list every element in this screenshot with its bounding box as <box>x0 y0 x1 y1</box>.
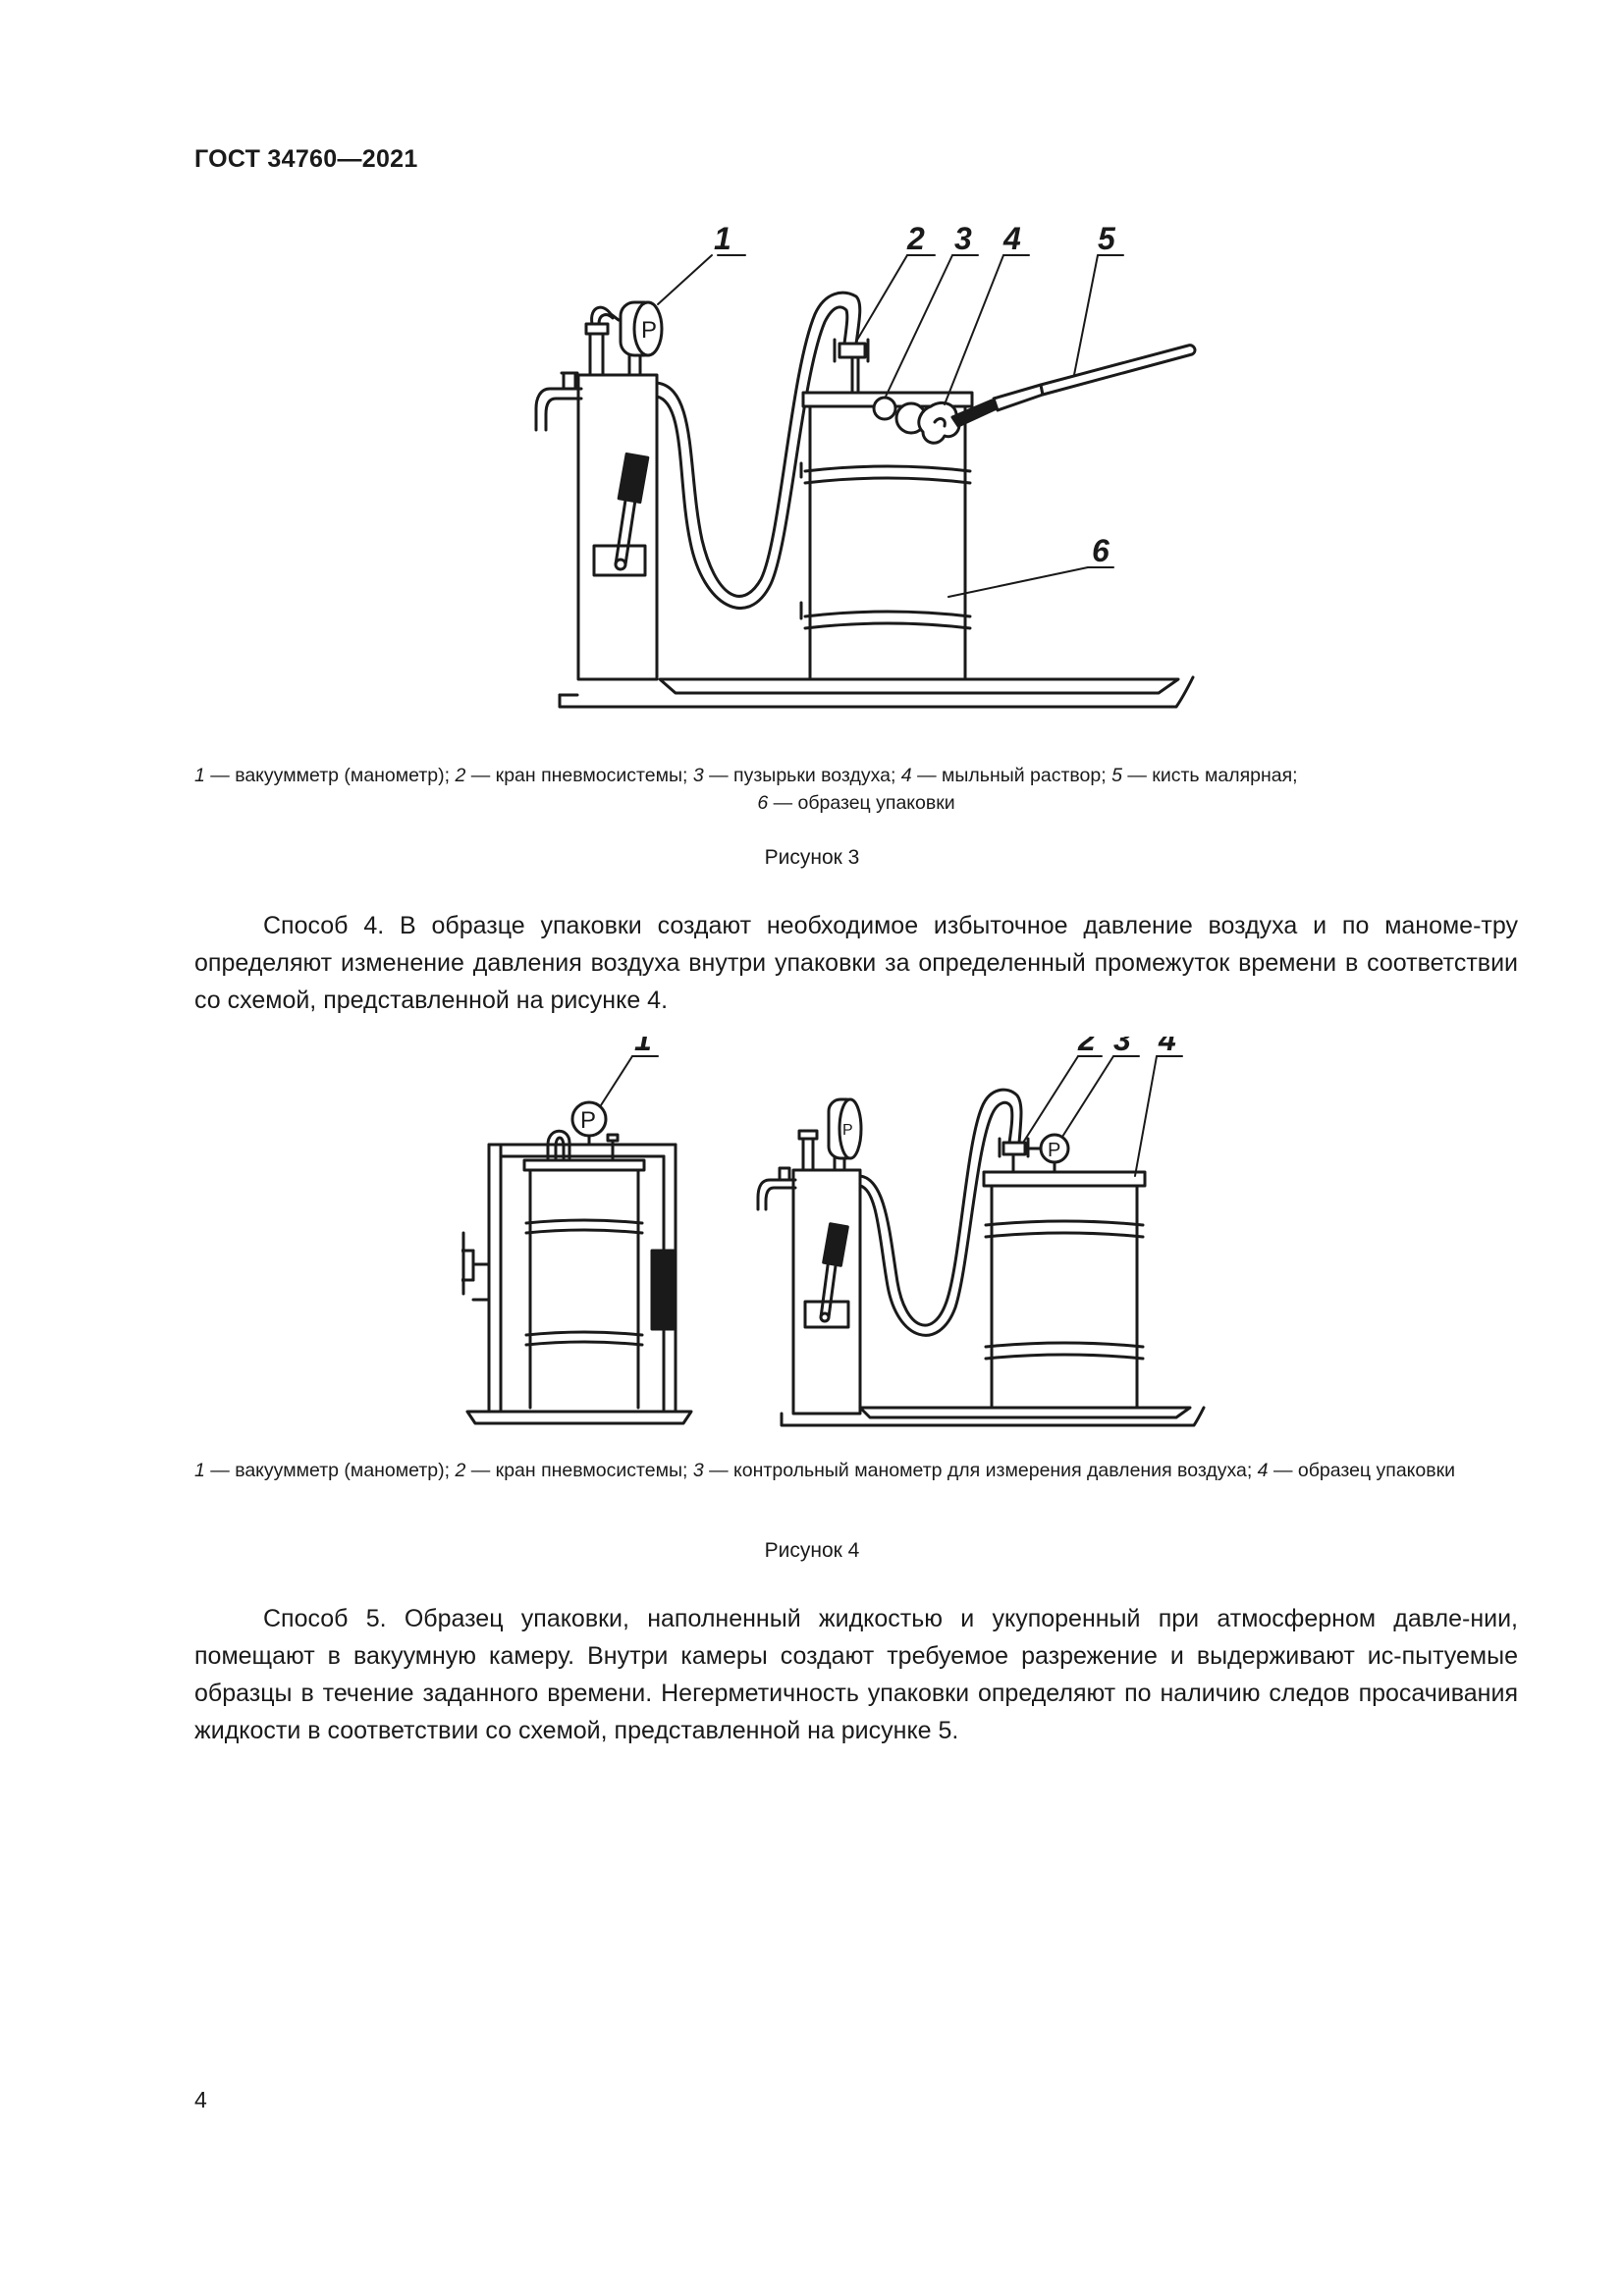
legend-text: — образец упаковки <box>1268 1460 1456 1481</box>
legend-text: — пузырьки воздуха; <box>703 765 901 786</box>
vacuum-gauge-icon <box>621 302 662 375</box>
leader-lines <box>658 255 1123 597</box>
legend-num: 2 <box>455 765 466 786</box>
drum <box>801 393 972 692</box>
drum <box>984 1172 1145 1410</box>
fig4-label-4: 4 <box>1159 1037 1176 1057</box>
legend-text: — вакуумметр (манометр); <box>204 765 456 786</box>
chamber-gauge-icon <box>572 1102 606 1145</box>
fig4-label-3: 3 <box>1113 1037 1131 1057</box>
legend-num: 3 <box>692 765 704 786</box>
hose <box>657 293 860 608</box>
vacuum-chamber <box>461 1131 691 1423</box>
legend-text: — кран пневмосистемы; <box>465 765 693 786</box>
leader-lines <box>601 1056 1182 1176</box>
fig4-label-2: 2 <box>1078 1037 1096 1057</box>
legend-text: — образец упаковки <box>768 792 955 814</box>
fig4-gauge-symbol-3: P <box>1048 1140 1061 1161</box>
figure-3-title: Рисунок 3 <box>764 846 860 869</box>
page-number: 4 <box>194 2087 207 2112</box>
legend-text: — вакуумметр (манометр); <box>204 1460 456 1481</box>
legend-num: 4 <box>1257 1460 1269 1481</box>
fig3-label-5: 5 <box>1098 226 1115 256</box>
fig4-gauge-symbol-1: P <box>580 1107 597 1134</box>
fig3-label-6: 6 <box>1092 533 1110 568</box>
fig3-label-3: 3 <box>954 226 972 256</box>
legend-text: — мыльный раствор; <box>911 765 1112 786</box>
legend-text: — кран пневмосистемы; <box>465 1460 693 1481</box>
pneumatic-valve-icon <box>1000 1139 1028 1172</box>
fig3-label-2: 2 <box>907 226 925 256</box>
legend-num: 1 <box>194 765 205 786</box>
hose <box>860 1090 1021 1335</box>
legend-num: 6 <box>757 792 769 814</box>
document-header: ГОСТ 34760—2021 <box>194 145 418 173</box>
control-gauge-icon <box>1028 1135 1068 1172</box>
pneumatic-valve-icon <box>835 340 868 393</box>
legend-num: 3 <box>692 1460 704 1481</box>
figure-3-legend <box>194 762 1518 817</box>
figure-4-drawing <box>461 1037 1227 1439</box>
legend-text: — кисть малярная; <box>1121 765 1298 786</box>
pump-stand <box>758 1131 860 1414</box>
fig4-label-1: 1 <box>634 1037 652 1057</box>
figure-4-title: Рисунок 4 <box>764 1539 860 1562</box>
fig3-label-4: 4 <box>1003 226 1021 256</box>
vacuum-gauge-icon <box>829 1099 861 1170</box>
fig3-label-1: 1 <box>714 226 731 256</box>
paragraph-method-4 <box>194 907 1518 1019</box>
legend-num: 2 <box>455 1460 466 1481</box>
fig3-gauge-symbol: P <box>641 317 658 344</box>
legend-num: 5 <box>1111 765 1122 786</box>
legend-num: 4 <box>900 765 912 786</box>
fig4-gauge-symbol-2: P <box>842 1122 853 1139</box>
base-tray <box>560 677 1193 707</box>
paragraph-method-4-text: Способ 4. В образце упаковки создают необходимое избыточное давление воздуха и по маноме-тру определяют изменение давления воздуха внутри упаковки за определенный промежуток времени в соответствии со схемой, представленной на рисунке 4. <box>194 912 1518 1014</box>
paint-brush-icon <box>952 346 1195 426</box>
figure-3-drawing <box>491 226 1218 736</box>
legend-last-line <box>194 789 1518 817</box>
paragraph-method-5 <box>194 1600 1518 1749</box>
legend-num: 1 <box>194 1460 205 1481</box>
paragraph-method-5-text: Способ 5. Образец упаковки, наполненный жидкостью и укупоренный при атмосферном давле-нии, помещают в вакуумную камеру. Внутри камеры создают требуемое разрежение и выдерживают ис-пытуемые образцы в течение заданного времени. Негерметичность упаковки определяют по наличию следов просачивания жидкости в соответствии со схемой, представленной на рисунке 5. <box>194 1605 1518 1744</box>
legend-text: — контрольный манометр для измерения давления воздуха; <box>703 1460 1258 1481</box>
figure-4-legend <box>194 1457 1518 1484</box>
